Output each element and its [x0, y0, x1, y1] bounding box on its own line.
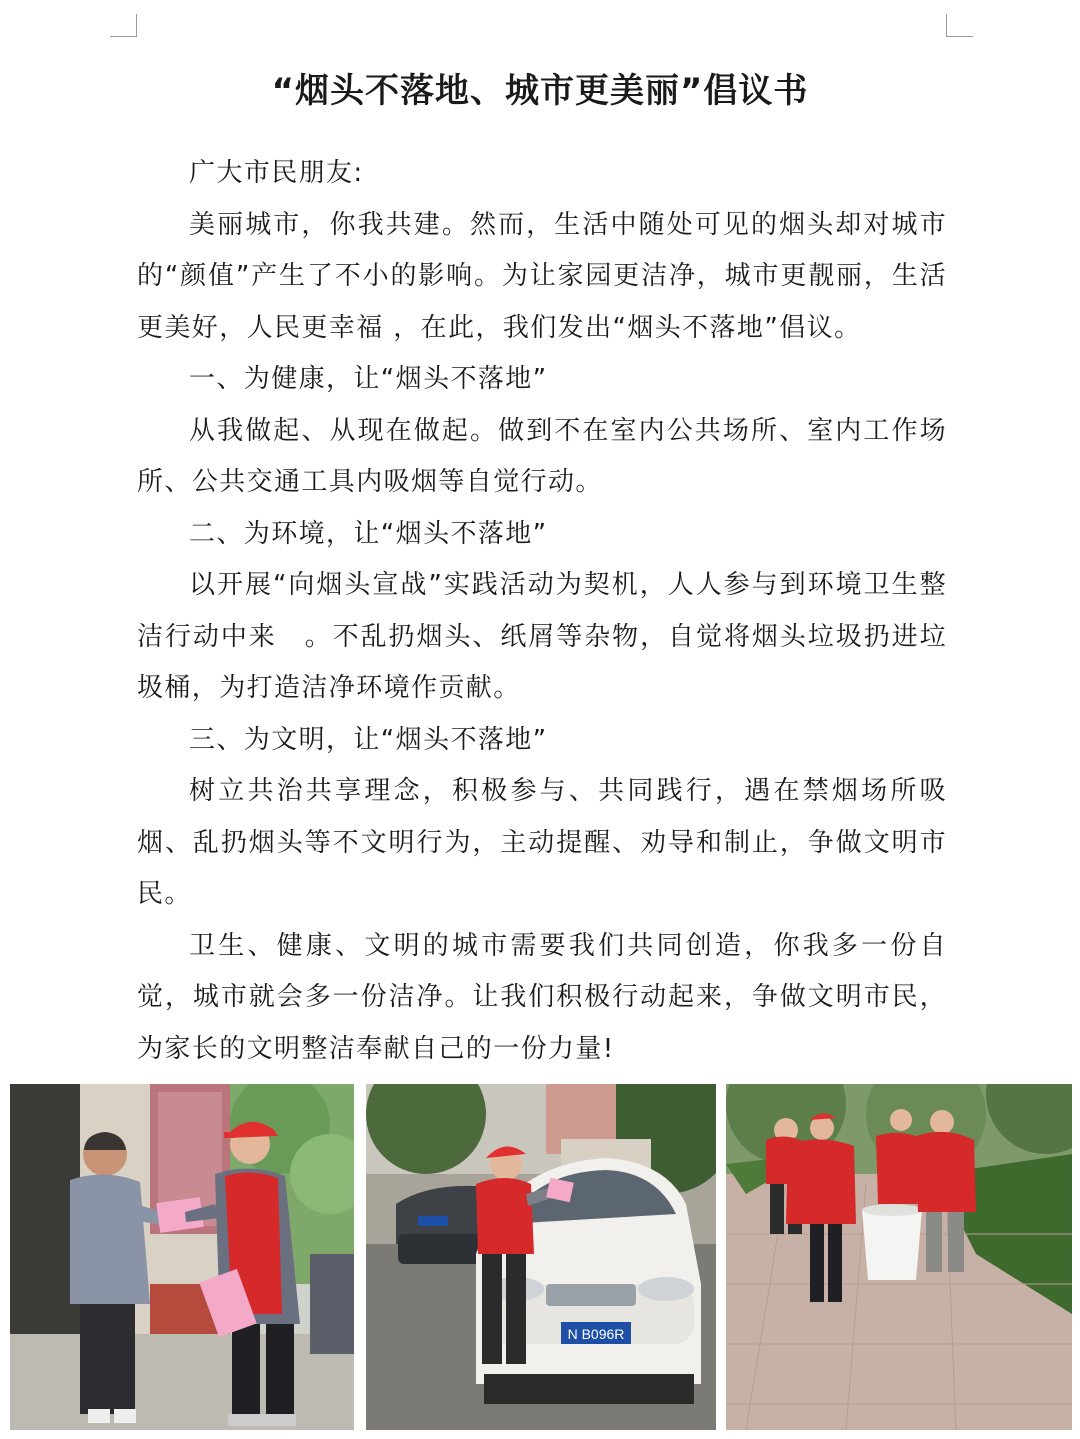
photo-litter-cleanup: [726, 1084, 1072, 1430]
page-corner-mark-left: [110, 14, 137, 37]
photo-leaflet-handout: [10, 1084, 354, 1430]
document-body: [137, 148, 947, 1075]
photo-strip: [10, 1084, 1072, 1430]
paragraph-closing: 卫生、健康、文明的城市需要我们共同创造，你我多一份自觉，城市就会多一份洁净。让我们积极行动起来，争做文明市民，为家长的文明整洁奉献自己的一份力量!: [137, 930, 947, 1064]
page-corner-mark-right: [946, 14, 973, 37]
license-plate: N B096R: [567, 1326, 625, 1342]
photo-car-windshield: [366, 1084, 716, 1430]
paragraph-health: 从我做起、从现在做起。做到不在室内公共场所、室内工作场所、公共交通工具内吸烟等自觉行动。: [137, 415, 947, 497]
document-title: “烟头不落地、城市更美丽”倡议书: [271, 70, 809, 111]
section-heading-health: 一、为健康，让“烟头不落地”: [189, 364, 548, 394]
section-heading-environment: 二、为环境，让“烟头不落地”: [189, 518, 548, 549]
paragraph-environment: 以开展“向烟头宣战”实践活动为契机，人人参与到环境卫生整洁行动中来 。不乱扔烟头、纸屑等杂物，自觉将烟头垃圾扔进垃圾桶，为打造洁净环境作贡献。: [137, 570, 947, 703]
section-heading-civility: 三、为文明，让“烟头不落地”: [189, 724, 548, 755]
paragraph-civility: 树立共治共享理念，积极参与、共同践行，遇在禁烟场所吸烟、乱扔烟头等不文明行为，主动提醒、劝导和制止，争做文明市民。: [137, 776, 947, 909]
paragraph-intro: 美丽城市，你我共建。然而，生活中随处可见的烟头却对城市的“颜值”产生了不小的影响。为让家园更洁净，城市更靓丽，生活更美好，人民更幸福 ，在此，我们发出“烟头不落地”倡议。: [137, 209, 947, 343]
salutation: 广大市民朋友:: [189, 158, 364, 188]
